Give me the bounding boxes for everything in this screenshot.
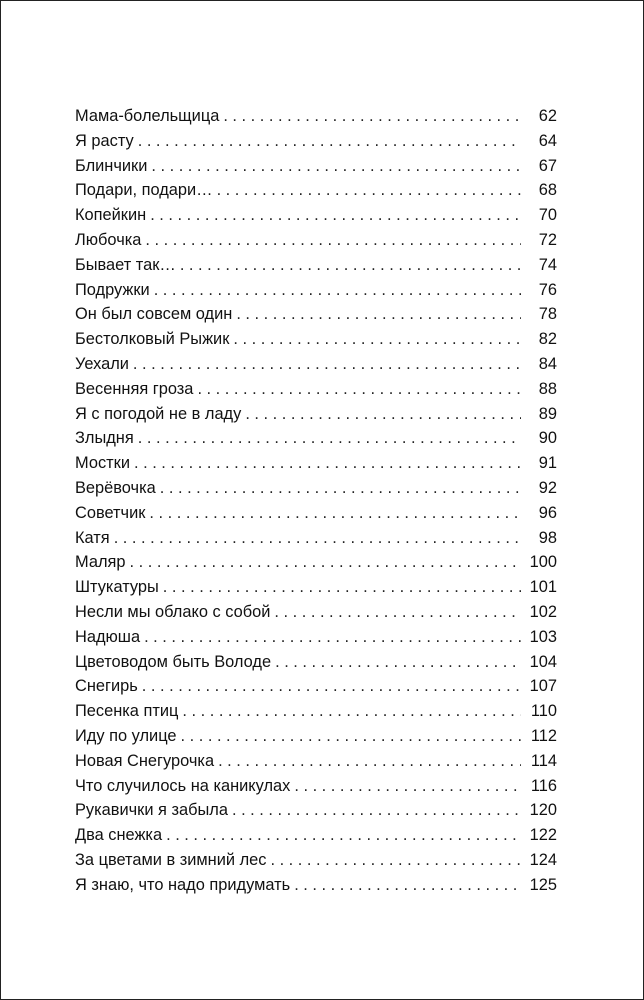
toc-entry — [75, 674, 557, 699]
toc-entry — [75, 253, 557, 278]
toc-entry-title: Иду по улице — [75, 726, 177, 745]
toc-entry-title: Цветоводом быть Володе — [75, 652, 272, 671]
toc-entry-page-number: 84 — [538, 354, 557, 373]
toc-dot-leader — [197, 377, 521, 402]
toc-entry — [75, 377, 557, 402]
toc-entry-page-number: 125 — [529, 875, 557, 894]
toc-entry-title: Снегирь — [75, 677, 138, 696]
toc-dot-leader — [236, 302, 521, 327]
toc-entry-page-number: 116 — [530, 776, 557, 795]
toc-dot-leader — [217, 178, 521, 203]
toc-entry-page-number: 76 — [538, 280, 557, 299]
toc-entry — [75, 724, 557, 749]
toc-dot-leader — [274, 600, 521, 625]
toc-entry — [75, 426, 557, 451]
toc-dot-leader — [180, 253, 521, 278]
toc-entry — [75, 327, 557, 352]
toc-entry-page-number: 88 — [538, 379, 557, 398]
toc-entry-page-number: 70 — [538, 206, 557, 225]
toc-dot-leader — [245, 402, 521, 427]
toc-entry-title: Новая Снегурочка — [75, 751, 215, 770]
toc-entry-title: Любочка — [75, 230, 142, 249]
toc-entry — [75, 476, 557, 501]
toc-dot-leader — [130, 550, 521, 575]
toc-entry — [75, 650, 557, 675]
toc-entry — [75, 699, 557, 724]
toc-entry — [75, 352, 557, 377]
toc-entry-title: Блинчики — [75, 156, 148, 175]
toc-entry-title: Мама-болельщица — [75, 107, 220, 125]
toc-entry — [75, 154, 557, 179]
toc-entry — [75, 302, 557, 327]
toc-entry-page-number: 89 — [538, 404, 557, 423]
toc-entry-title: Я расту — [75, 131, 134, 150]
toc-entry — [75, 749, 557, 774]
toc-entry-page-number: 82 — [538, 330, 557, 349]
toc-entry-title: Маляр — [75, 553, 126, 572]
toc-dot-leader — [138, 426, 521, 451]
toc-entry — [75, 823, 557, 848]
toc-dot-leader — [149, 501, 521, 526]
toc-entry — [75, 501, 557, 526]
toc-entry-page-number: 64 — [538, 131, 557, 150]
toc-entry-title: Штукатуры — [75, 578, 159, 597]
toc-entry-page-number: 120 — [529, 801, 557, 820]
toc-entry — [75, 104, 557, 129]
toc-entry-page-number: 103 — [529, 627, 557, 646]
toc-entry-page-number: 74 — [538, 255, 557, 274]
toc-entry-page-number: 72 — [538, 230, 557, 249]
toc-entry-title: Я с погодой не в ладу — [75, 404, 242, 423]
toc-dot-leader — [166, 823, 521, 848]
toc-entry-page-number: 101 — [529, 578, 557, 597]
toc-entry-title: Весенняя гроза — [75, 379, 194, 398]
toc-dot-leader — [294, 873, 521, 898]
toc-dot-leader — [270, 848, 521, 873]
toc-entry-page-number: 91 — [538, 454, 557, 473]
toc-dot-leader — [133, 352, 521, 377]
toc-entry-page-number: 122 — [529, 826, 557, 845]
toc-entry-title: Катя — [75, 528, 110, 547]
toc-entry-page-number: 90 — [538, 429, 557, 448]
toc-dot-leader — [150, 203, 521, 228]
toc-dot-leader — [181, 724, 521, 749]
toc-entry — [75, 798, 557, 823]
toc-entry-page-number: 96 — [538, 503, 557, 522]
toc-entry-page-number: 62 — [538, 107, 557, 125]
toc-entry-page-number: 102 — [529, 602, 557, 621]
toc-dot-leader — [145, 228, 521, 253]
toc-entry-page-number: 112 — [530, 726, 557, 745]
toc-entry — [75, 228, 557, 253]
toc-dot-leader — [233, 327, 521, 352]
toc-entry-page-number: 124 — [529, 850, 557, 869]
toc-entry — [75, 178, 557, 203]
toc-entry-title: Советчик — [75, 503, 146, 522]
toc-dot-leader — [163, 575, 521, 600]
table-of-contents — [75, 104, 557, 898]
toc-entry-title: Что случилось на каникулах — [75, 776, 291, 795]
toc-dot-leader — [154, 278, 521, 303]
toc-entry — [75, 402, 557, 427]
toc-dot-leader — [232, 798, 521, 823]
toc-entry-page-number: 104 — [529, 652, 557, 671]
toc-entry-page-number: 110 — [530, 702, 557, 721]
toc-entry-title: Подружки — [75, 280, 150, 299]
toc-entry — [75, 625, 557, 650]
toc-entry-title: Бывает так… — [75, 255, 176, 274]
toc-entry-page-number: 107 — [529, 677, 557, 696]
toc-entry — [75, 526, 557, 551]
toc-entry-title: Песенка птиц — [75, 702, 179, 721]
toc-dot-leader — [114, 526, 521, 551]
toc-entry — [75, 774, 557, 799]
toc-entry — [75, 575, 557, 600]
toc-entry-title: Мостки — [75, 454, 130, 473]
toc-entry-title: Несли мы облако с собой — [75, 602, 271, 621]
toc-entry-page-number: 67 — [538, 156, 557, 175]
toc-entry-title: Надюша — [75, 627, 141, 646]
toc-dot-leader — [138, 129, 521, 154]
toc-entry-title: Бестолковый Рыжик — [75, 330, 230, 349]
toc-dot-leader — [151, 154, 521, 179]
toc-entry-title: Злыдня — [75, 429, 134, 448]
toc-entry-title: За цветами в зимний лес — [75, 850, 267, 869]
toc-dot-leader — [182, 699, 521, 724]
toc-dot-leader — [294, 774, 521, 799]
toc-dot-leader — [275, 650, 521, 675]
toc-entry-page-number: 92 — [538, 478, 557, 497]
toc-entry — [75, 600, 557, 625]
toc-dot-leader — [160, 476, 521, 501]
toc-entry — [75, 129, 557, 154]
toc-entry-page-number: 114 — [530, 751, 557, 770]
toc-entry — [75, 873, 557, 898]
toc-dot-leader — [223, 104, 521, 129]
toc-dot-leader — [134, 451, 521, 476]
toc-entry — [75, 203, 557, 228]
toc-entry — [75, 848, 557, 873]
toc-entry-title: Уехали — [75, 354, 129, 373]
toc-entry-title: Я знаю, что надо придумать — [75, 875, 291, 894]
toc-entry-title: Подари, подари… — [75, 181, 213, 200]
toc-entry-title: Рукавички я забыла — [75, 801, 228, 820]
toc-entry-page-number: 78 — [538, 305, 557, 324]
toc-entry-title: Верёвочка — [75, 478, 156, 497]
toc-entry — [75, 278, 557, 303]
toc-dot-leader — [144, 625, 521, 650]
toc-entry — [75, 550, 557, 575]
toc-entry-title: Два снежка — [75, 826, 163, 845]
toc-entry-title: Он был совсем один — [75, 305, 233, 324]
toc-entry-page-number: 98 — [538, 528, 557, 547]
toc-entry — [75, 451, 557, 476]
toc-entry-page-number: 68 — [538, 181, 557, 200]
toc-dot-leader — [218, 749, 521, 774]
toc-entry-page-number: 100 — [529, 553, 557, 572]
toc-entry-title: Копейкин — [75, 206, 147, 225]
toc-dot-leader — [142, 674, 521, 699]
